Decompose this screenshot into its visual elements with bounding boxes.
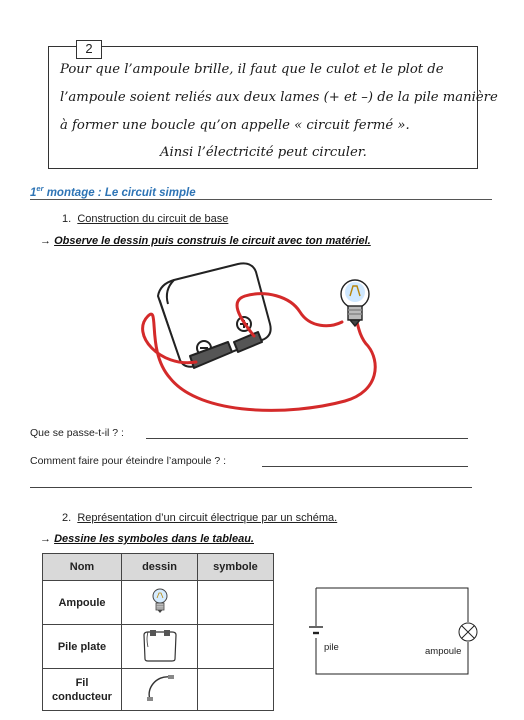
row-drawing	[122, 669, 198, 711]
box-number: 2	[76, 40, 102, 59]
box-line-4: Ainsi l’électricité peut circuler.	[160, 145, 367, 160]
table-header-row	[43, 554, 274, 581]
header-nom: Nom	[43, 554, 122, 581]
arrow-icon: →	[40, 533, 51, 545]
arrow-icon: →	[40, 235, 51, 247]
table-row	[43, 669, 274, 711]
row-name: Ampoule	[43, 581, 122, 625]
part1-heading: 1. Construction du circuit de base	[62, 213, 229, 225]
row-symbol-cell[interactable]	[198, 625, 274, 669]
answer-line-2[interactable]	[262, 466, 468, 467]
row-symbol-cell[interactable]	[198, 669, 274, 711]
row-drawing	[122, 581, 198, 625]
row-name: Fil conducteur	[43, 669, 122, 711]
header-dessin: dessin	[122, 554, 198, 581]
battery-drawing	[158, 263, 271, 368]
table-row	[43, 625, 274, 669]
box-line-1: Pour que l’ampoule brille, il faut que le culot et le plot de	[60, 62, 444, 77]
part1-instruction: → Observe le dessin puis construis le circuit avec ton matériel.	[40, 235, 371, 247]
schema-wire-top	[316, 588, 468, 622]
wire-icon	[142, 673, 178, 703]
battery-icon	[140, 627, 180, 663]
answer-line-1[interactable]	[146, 438, 468, 439]
section-underline	[30, 199, 492, 200]
pile-label: pile	[324, 642, 339, 653]
row-name: Pile plate	[43, 625, 122, 669]
part2-instruction: → Dessine les symboles dans le tableau.	[40, 533, 254, 545]
row-symbol-cell[interactable]	[198, 581, 274, 625]
bulb-icon	[150, 587, 170, 615]
box-line-2: l’ampoule soient reliés aux deux lames (+ et –) de la pile manière	[60, 90, 498, 105]
circuit-schema	[300, 580, 500, 680]
answer-line-3[interactable]	[30, 487, 472, 488]
section-title: 1er montage : Le circuit simple	[30, 184, 196, 199]
row-drawing	[122, 625, 198, 669]
box-line-3: à former une boucle qu’on appelle « circuit fermé ».	[60, 118, 410, 133]
symbol-table	[42, 553, 274, 711]
question-1: Que se passe-t-il ? :	[30, 427, 124, 439]
circuit-drawing	[130, 256, 390, 426]
question-2: Comment faire pour éteindre l’ampoule ? :	[30, 455, 227, 467]
part2-heading: 2. Représentation d’un circuit électrique par un schéma.	[62, 512, 338, 524]
ampoule-label: ampoule	[425, 646, 462, 657]
table-row	[43, 581, 274, 625]
header-symbole: symbole	[198, 554, 274, 581]
bulb-drawing	[341, 280, 369, 326]
